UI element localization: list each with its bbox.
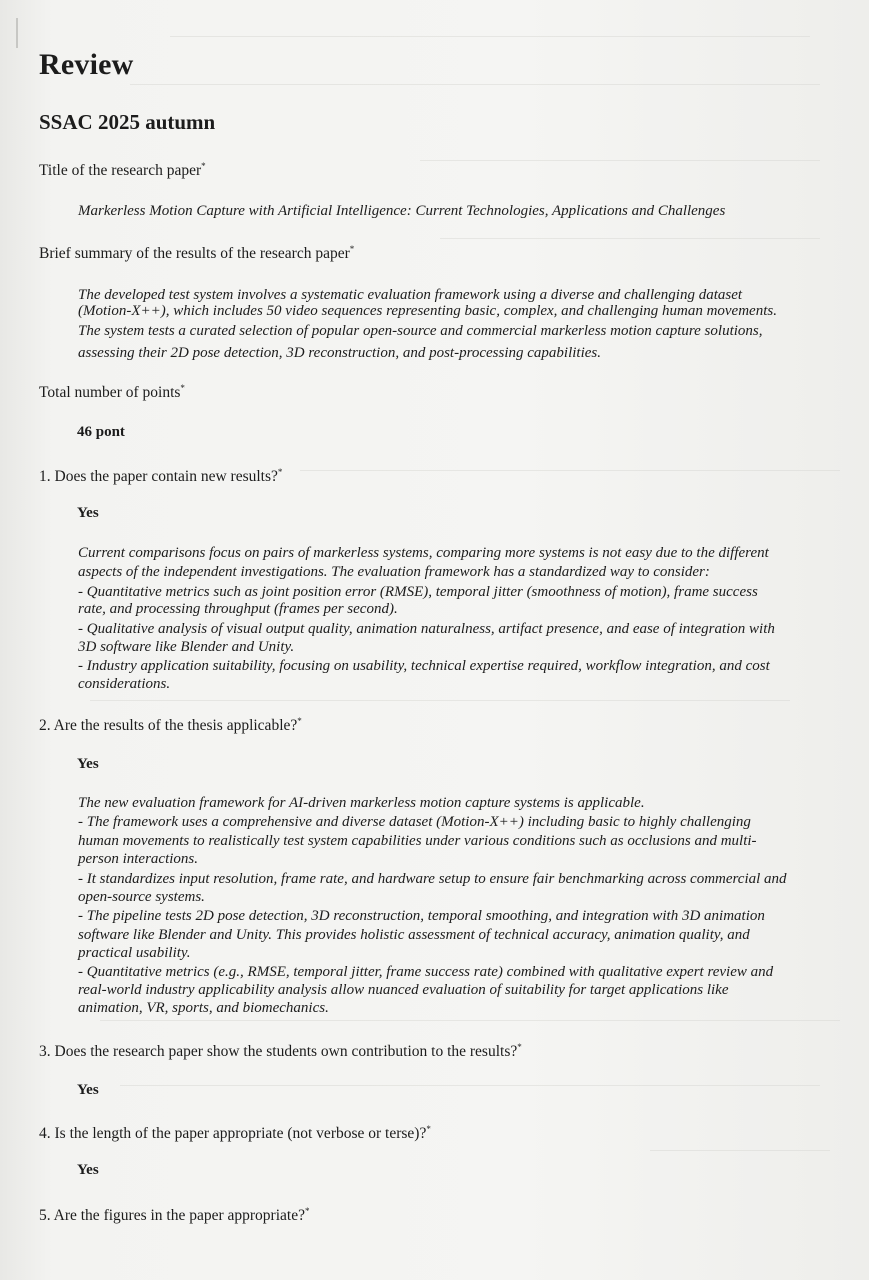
paper-title-value: Markerless Motion Capture with Artificial Intelligence: Current Technologies, Applications and Challenges	[78, 203, 726, 219]
page-title: Review	[39, 48, 134, 81]
question-2-comment-line: - The pipeline tests 2D pose detection, 3D reconstruction, temporal smoothing, and integration with 3D animation	[78, 908, 765, 924]
required-mark: *	[349, 243, 355, 254]
question-4: 4. Is the length of the paper appropriate (not verbose or terse)?*	[39, 1123, 431, 1142]
bleed-through-line	[100, 1020, 840, 1021]
question-1-comment-line: 3D software like Blender and Unity.	[78, 639, 295, 655]
summary-line: (Motion-X++), which includes 50 video sequences representing basic, complex, and challenging human movements.	[78, 303, 777, 319]
question-1-answer: Yes	[77, 505, 99, 521]
bleed-through-line	[120, 1085, 820, 1086]
required-mark: *	[201, 160, 206, 171]
question-1-comment-line: rate, and processing throughput (frames per second).	[78, 601, 398, 617]
bleed-through-line	[440, 238, 820, 239]
question-5: 5. Are the figures in the paper appropriate?*	[39, 1205, 310, 1224]
question-2-comment-line: software like Blender and Unity. This provides holistic assessment of technical accuracy, animation quality, and	[78, 927, 750, 943]
question-2-comment-line: open-source systems.	[78, 889, 205, 905]
question-1: 1. Does the paper contain new results?*	[39, 466, 283, 485]
required-mark: *	[517, 1041, 522, 1052]
bleed-through-line	[420, 160, 820, 161]
summary-label: Brief summary of the results of the research paper*	[39, 243, 355, 262]
page-subtitle: SSAC 2025 autumn	[39, 110, 216, 134]
bleed-through-line	[90, 700, 790, 701]
bleed-through-line	[300, 470, 840, 471]
bleed-through-line	[130, 84, 820, 85]
question-1-comment-line: Current comparisons focus on pairs of markerless systems, comparing more systems is not easy due to the different	[78, 545, 769, 561]
question-1-comment-line: - Industry application suitability, focusing on usability, technical expertise required, workflow integration, and cost	[78, 658, 770, 674]
points-label: Total number of points*	[39, 382, 185, 401]
required-mark: *	[426, 1123, 431, 1134]
paper-title-label: Title of the research paper*	[39, 160, 206, 179]
summary-line: The system tests a curated selection of popular open-source and commercial markerless motion capture solutions,	[78, 323, 763, 339]
question-2-comment-line: practical usability.	[78, 945, 191, 961]
required-mark: *	[297, 715, 302, 726]
question-2-comment-line: human movements to realistically test system capabilities under various conditions such as occlusions and multi-	[78, 833, 757, 849]
question-1-comment-line: considerations.	[78, 676, 171, 692]
question-2-comment-line: The new evaluation framework for AI-driven markerless motion capture systems is applicable.	[78, 795, 645, 811]
question-1-comment-line: - Quantitative metrics such as joint position error (RMSE), temporal jitter (smoothness of motion), frame success	[78, 584, 758, 600]
question-2-comment-line: person interactions.	[78, 851, 198, 867]
bleed-through-line	[650, 1150, 830, 1151]
question-4-answer: Yes	[77, 1162, 99, 1178]
summary-line: assessing their 2D pose detection, 3D reconstruction, and post-processing capabilities.	[78, 345, 602, 361]
question-2-comment-line: animation, VR, sports, and biomechanics.	[78, 1000, 329, 1016]
required-mark: *	[180, 382, 185, 393]
required-mark: *	[277, 466, 283, 477]
page-edge-mark	[16, 18, 18, 48]
summary-line: The developed test system involves a systematic evaluation framework using a diverse and challenging dataset	[78, 287, 743, 303]
points-value: 46 pont	[77, 424, 125, 440]
bleed-through-line	[170, 36, 810, 37]
question-1-comment-line: aspects of the independent investigations. The evaluation framework has a standardized way to consider:	[78, 564, 710, 580]
question-3-answer: Yes	[77, 1082, 99, 1098]
question-2-comment-line: - The framework uses a comprehensive and diverse dataset (Motion-X++) including basic to highly challenging	[78, 814, 751, 830]
question-2: 2. Are the results of the thesis applicable?*	[39, 715, 302, 734]
question-2-answer: Yes	[77, 756, 99, 772]
question-2-comment-line: - Quantitative metrics (e.g., RMSE, temporal jitter, frame success rate) combined with qualitative expert review and	[78, 964, 774, 980]
required-mark: *	[304, 1205, 310, 1216]
question-1-comment-line: - Qualitative analysis of visual output quality, animation naturalness, artifact presence, and ease of integration with	[78, 621, 775, 637]
question-2-comment-line: - It standardizes input resolution, frame rate, and hardware setup to ensure fair benchmarking across commercial and	[78, 871, 787, 887]
question-3: 3. Does the research paper show the students own contribution to the results?*	[39, 1041, 522, 1060]
question-2-comment-line: real-world industry applicability analysis allow nuanced evaluation of suitability for target applications like	[78, 982, 729, 998]
